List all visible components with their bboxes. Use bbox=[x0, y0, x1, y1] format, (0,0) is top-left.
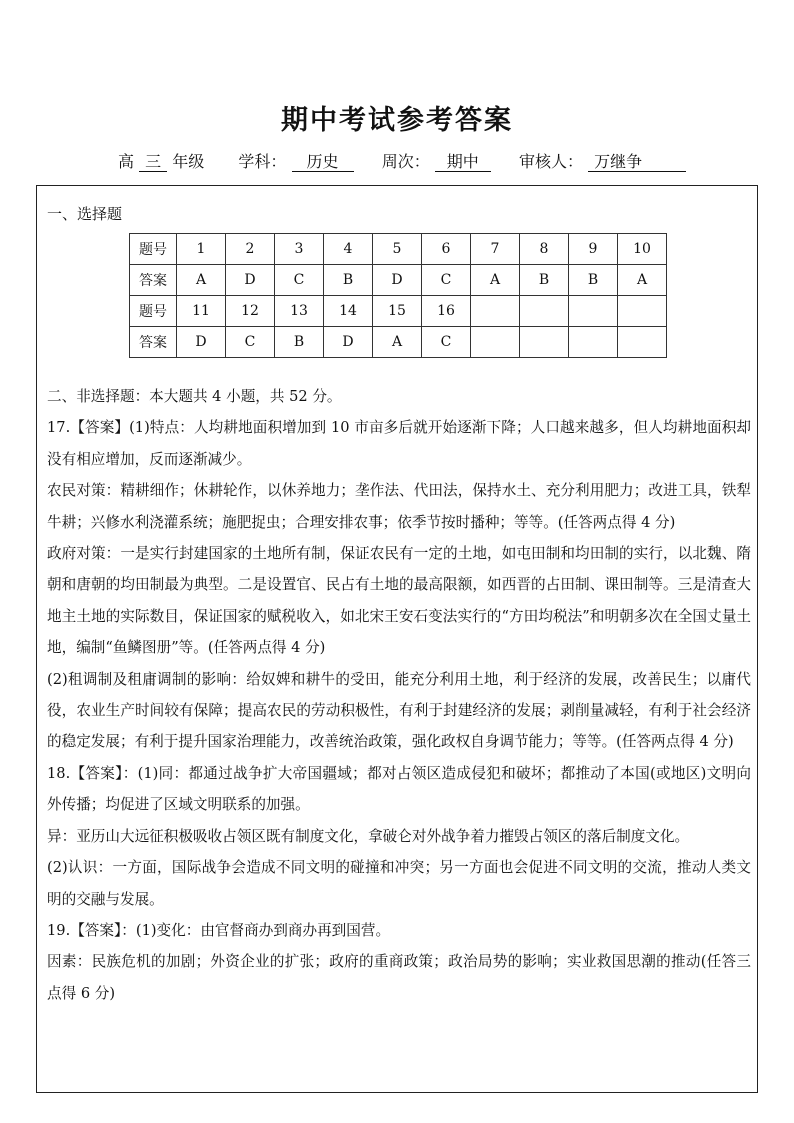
answer-cell bbox=[471, 327, 520, 358]
answer-cell bbox=[569, 327, 618, 358]
answer-cell: B bbox=[275, 327, 324, 358]
answer-cell: C bbox=[422, 327, 471, 358]
grade-value: 三 bbox=[139, 153, 167, 172]
table-row bbox=[130, 327, 667, 358]
subject-label: 学科： bbox=[238, 152, 287, 171]
answer-cell: A bbox=[471, 265, 520, 296]
question-number-cell: 13 bbox=[275, 296, 324, 327]
table-header-cell: 答案 bbox=[130, 265, 177, 296]
answer-cell: B bbox=[520, 265, 569, 296]
answer-paragraph: 因素：民族危机的加剧；外资企业的扩张；政府的重商政策；政治局势的影响；实业救国思潮的推动(任答三点得 6 分) bbox=[47, 953, 751, 1002]
answer-paragraph: 18.【答案】：(1)同：都通过战争扩大帝国疆域；都对占领区造成侵犯和破坏；都推动了本国(或地区)文明向外传播；均促进了区域文明联系的加强。 bbox=[47, 764, 751, 814]
section2-body bbox=[47, 381, 751, 1009]
question-number-cell: 2 bbox=[226, 234, 275, 265]
table-header-cell: 题号 bbox=[130, 296, 177, 327]
question-number-cell: 12 bbox=[226, 296, 275, 327]
question-number-cell bbox=[569, 296, 618, 327]
table-header-cell: 答案 bbox=[130, 327, 177, 358]
answer-paragraph: 19.【答案】：(1)变化：由官督商办到商办再到国营。 bbox=[47, 921, 391, 939]
reviewer-label: 审核人： bbox=[519, 152, 584, 171]
answer-cell: A bbox=[177, 265, 226, 296]
header-meta bbox=[118, 149, 738, 172]
question-number-cell: 9 bbox=[569, 234, 618, 265]
question-number-cell: 11 bbox=[177, 296, 226, 327]
question-number-cell bbox=[471, 296, 520, 327]
section1-heading: 一、选择题 bbox=[47, 205, 123, 223]
question-number-cell: 3 bbox=[275, 234, 324, 265]
answer-cell: A bbox=[618, 265, 667, 296]
subject-value: 历史 bbox=[292, 153, 354, 172]
table-header-cell: 题号 bbox=[130, 234, 177, 265]
question-number-cell: 15 bbox=[373, 296, 422, 327]
question-number-cell: 5 bbox=[373, 234, 422, 265]
answer-cell: D bbox=[177, 327, 226, 358]
answer-paragraph: (2)租调制及租庸调制的影响：给奴婢和耕牛的受田，能充分利用土地，利于经济的发展，改善民生；以庸代役，农业生产时间较有保障；提高农民的劳动积极性，有利于封建经济的发展；剥削量减轻，有利于社会经济的稳定发展；有利于提升国家治理能力，改善统治政策，强化政权自身调节能力；等等。(任答两点得 4 分) bbox=[47, 670, 751, 751]
reviewer-value: 万继争 bbox=[588, 153, 686, 172]
answer-paragraph: 农民对策：精耕细作；休耕轮作，以休养地力；垄作法、代田法，保持水土、充分利用肥力；改进工具，铁犁牛耕；兴修水利浇灌系统；施肥捉虫；合理安排农事；依季节按时播种；等等。(任答两点得 4 分) bbox=[47, 482, 751, 531]
question-number-cell bbox=[618, 296, 667, 327]
answer-paragraph: (2)认识：一方面，国际战争会造成不同文明的碰撞和冲突；另一方面也会促进不同文明的交流，推动人类文明的交融与发展。 bbox=[47, 859, 751, 908]
table-row bbox=[130, 234, 667, 265]
answer-paragraph: 异：亚历山大远征积极吸收占领区既有制度文化，拿破仑对外战争着力摧毁占领区的落后制度文化。 bbox=[47, 827, 690, 845]
question-number-cell: 8 bbox=[520, 234, 569, 265]
week-label: 周次： bbox=[381, 152, 430, 171]
answer-cell: C bbox=[226, 327, 275, 358]
answer-cell: B bbox=[569, 265, 618, 296]
answer-cell: C bbox=[422, 265, 471, 296]
answer-paragraph: 17.【答案】(1)特点：人均耕地面积增加到 10 市亩多后就开始逐渐下降；人口越来越多，但人均耕地面积却没有相应增加，反而逐渐减少。 bbox=[47, 419, 751, 468]
question-number-cell: 16 bbox=[422, 296, 471, 327]
table-row bbox=[130, 265, 667, 296]
choice-answer-table bbox=[129, 233, 667, 358]
question-number-cell: 4 bbox=[324, 234, 373, 265]
question-number-cell: 6 bbox=[422, 234, 471, 265]
question-number-cell: 14 bbox=[324, 296, 373, 327]
answer-cell: D bbox=[226, 265, 275, 296]
answer-cell: A bbox=[373, 327, 422, 358]
page-title: 期中考试参考答案 bbox=[281, 105, 513, 136]
grade-prefix: 高 bbox=[118, 152, 135, 171]
question-number-cell: 10 bbox=[618, 234, 667, 265]
answer-paragraph: 政府对策：一是实行封建国家的土地所有制，保证农民有一定的土地，如屯田制和均田制的实行，以北魏、隋朝和唐朝的均田制最为典型。二是设置官、民占有土地的最高限额，如西晋的占田制、课田制等。三是清查大地主土地的实际数目，保证国家的赋税收入，如北宋王安石变法实行的“方田均税法”和明朝多次在全国丈量土地，编制“鱼鳞图册”等。(任答两点得 4 分) bbox=[47, 545, 751, 657]
answer-cell bbox=[618, 327, 667, 358]
answer-cell: D bbox=[324, 327, 373, 358]
question-number-cell: 7 bbox=[471, 234, 520, 265]
answer-cell bbox=[520, 327, 569, 358]
question-number-cell: 1 bbox=[177, 234, 226, 265]
answer-cell: D bbox=[373, 265, 422, 296]
section2-heading: 二、非选择题：本大题共 4 小题，共 52 分。 bbox=[47, 388, 342, 405]
grade-suffix: 年级 bbox=[172, 152, 205, 171]
answer-cell: C bbox=[275, 265, 324, 296]
question-number-cell bbox=[520, 296, 569, 327]
answer-cell: B bbox=[324, 265, 373, 296]
week-value: 期中 bbox=[435, 153, 491, 172]
table-row bbox=[130, 296, 667, 327]
